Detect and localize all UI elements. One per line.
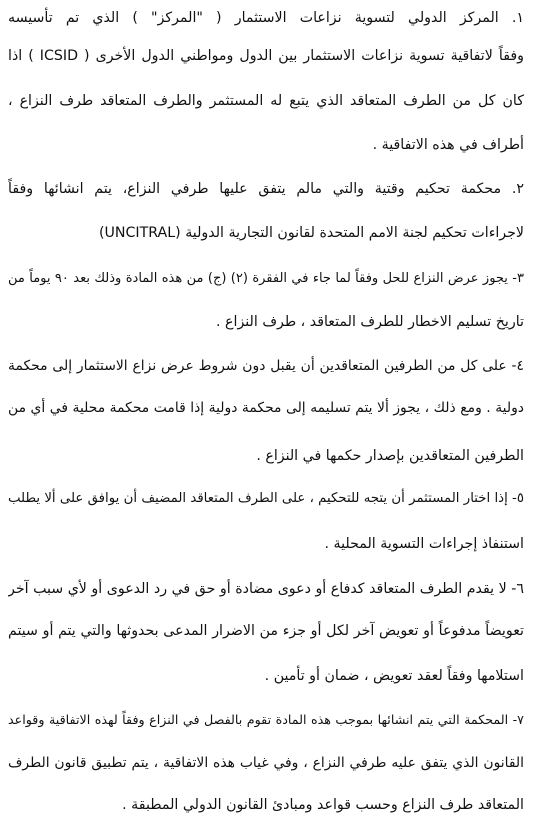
- paragraph-4-line-3: الطرفين المتعاقدين بإصدار حكمها في النزاع .: [256, 448, 524, 464]
- paragraph-3-line-2: تاريخ تسليم الاخطار للطرف المتعاقد ، طرف النزاع .: [216, 314, 524, 330]
- paragraph-1-line-1: ١. المركز الدولي لتسوية نزاعات الاستثمار ( "المركز" ) الذي تم تأسيسه: [8, 10, 524, 26]
- paragraph-1-line-2: وفقاً لاتفاقية تسوية نزاعات الاستثمار بين الدول ومواطني الدول الأخرى ( ICSID ) اذا: [8, 48, 524, 64]
- paragraph-2-line-1: ٢. محكمة تحكيم وقتية والتي مالم يتفق عليها طرفي النزاع، يتم انشائها وفقاً: [8, 181, 524, 197]
- paragraph-5-line-1: ٥- إذا اختار المستثمر أن يتجه للتحكيم ، على الطرف المتعاقد المضيف أن يوافق على ألا يطلب: [8, 491, 524, 506]
- paragraph-1-line-3: كان كل من الطرف المتعاقد الذي يتبع له المستثمر والطرف المتعاقد طرف النزاع ،: [8, 93, 524, 109]
- paragraph-6-line-1: ٦- لا يقدم الطرف المتعاقد كدفاع أو دعوى مضادة أو حق في رد الدعوى أو لأي سبب آخر: [8, 581, 524, 597]
- paragraph-2-line-2: لاجراءات تحكيم لجنة الامم المتحدة لقانون التجارية الدولية (UNCITRAL): [98, 225, 524, 241]
- paragraph-7-line-3: المتعاقد طرف النزاع وحسب قواعد ومبادئ القانون الدولي المطبقة .: [122, 797, 524, 813]
- paragraph-6-line-3: استلامها وفقاً لعقد تعويض ، ضمان أو تأمين .: [264, 668, 524, 684]
- paragraph-5-line-2: استنفاذ إجراءات التسوية المحلية .: [324, 536, 524, 552]
- paragraph-4-line-1: ٤- على كل من الطرفين المتعاقدين أن يقبل دون شروط عرض نزاع الاستثمار إلى محكمة: [8, 358, 524, 374]
- paragraph-6-line-2: تعويضاً مدفوعاً أو تعويض آخر لكل أو جزء من الاضرار المدعى بحدوثها والتي يتم أو سيتم: [8, 623, 524, 639]
- paragraph-7-line-2: القانون الذي يتفق عليه طرفي النزاع ، وفي غياب هذه الاتفاقية ، يتم تطبيق قانون الطرف: [8, 755, 524, 771]
- paragraph-1-line-4: أطراف في هذه الاتفاقية .: [372, 137, 524, 153]
- paragraph-3-line-1: ٣- يجوز عرض النزاع للحل وفقاً لما جاء في الفقرة (٢) (ج) من هذه المادة وذلك بعد ٩٠ يوماً من: [8, 271, 524, 286]
- paragraph-7-line-1: ٧- المحكمة التي يتم انشائها بموجب هذه المادة تقوم بالفصل في النزاع وفقاً لهذه الاتفاقية وقواعد: [8, 712, 524, 727]
- paragraph-4-line-2: دولية . ومع ذلك ، يجوز ألا يتم تسليمه إلى محكمة دولية إذا قامت محكمة محلية في أي من: [8, 400, 524, 416]
